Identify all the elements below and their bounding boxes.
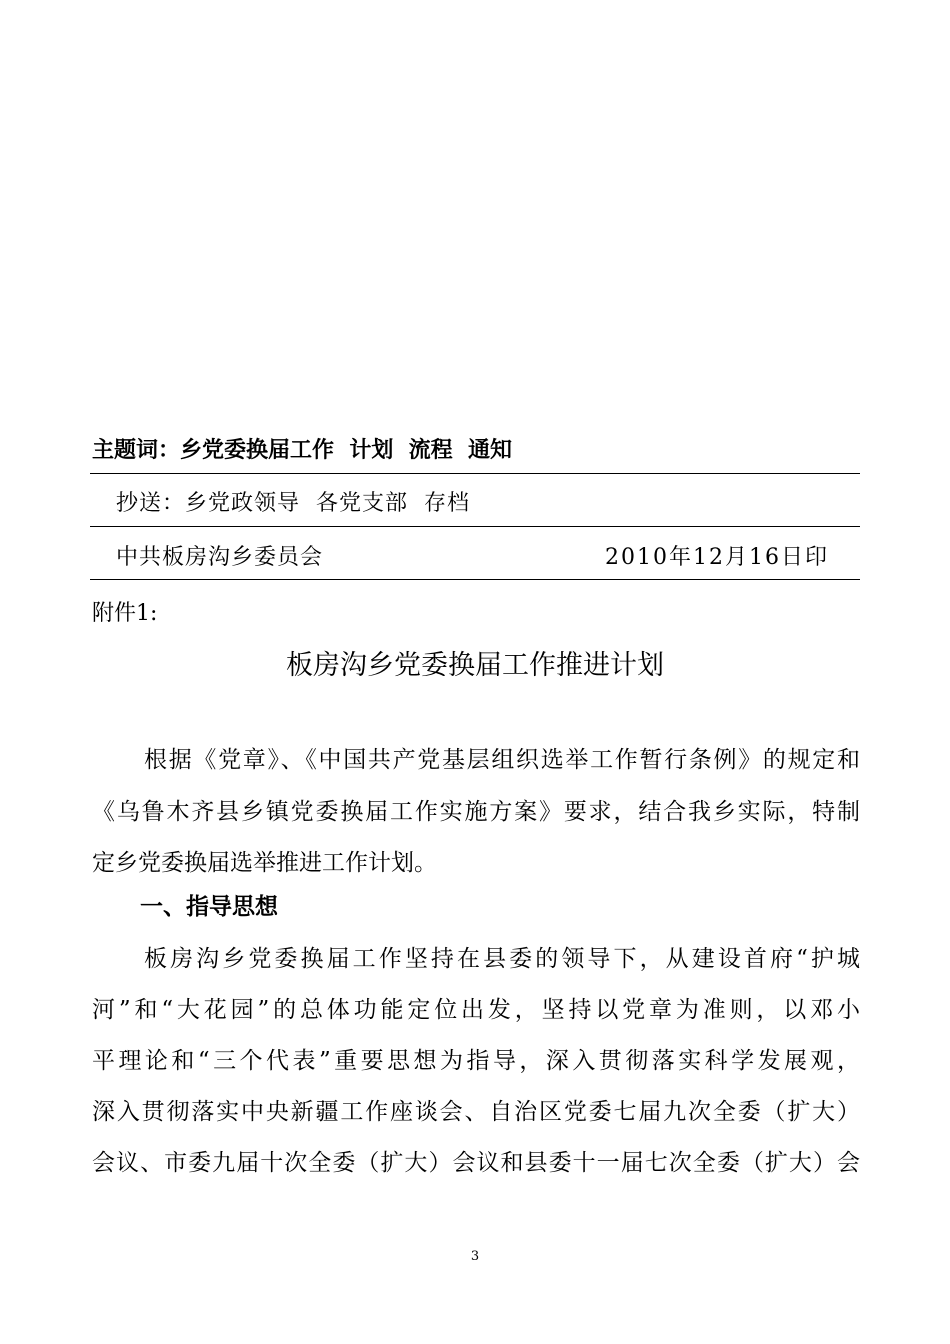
paragraph-line: 平理论和“三个代表”重要思想为指导，深入贯彻落实科学发展观， [92,1048,860,1074]
divider-rule [90,579,860,580]
paragraph-line: 板房沟乡党委换届工作坚持在县委的领导下，从建设首府“护城 [144,946,860,972]
paragraph-line: 定乡党委换届选举推进工作计划。 [92,850,437,876]
cc-recipients: 抄送：乡党政领导 各党支部 存档 [116,491,470,516]
issuer-name: 中共板房沟乡委员会 [116,545,324,570]
paragraph-line: 《乌鲁木齐县乡镇党委换届工作实施方案》要求，结合我乡实际，特制 [92,799,860,825]
section-heading: 一、指导思想 [140,894,278,920]
subject-keywords: 主题词：乡党委换届工作 计划 流程 通知 [92,438,512,463]
attachment-label: 附件1: [92,601,158,626]
paragraph-line: 会议、市委九届十次全委（扩大）会议和县委十一届七次全委（扩大）会 [92,1150,860,1176]
divider-rule [90,526,860,527]
paragraph-line: 深入贯彻落实中央新疆工作座谈会、自治区党委七届九次全委（扩大） [92,1099,860,1125]
page-number: 3 [470,1249,480,1264]
document-title: 板房沟乡党委换届工作推进计划 [286,650,664,681]
print-date: 2010年12月16日印 [605,545,829,570]
divider-rule [90,473,860,474]
paragraph-line: 河”和“大花园”的总体功能定位出发，坚持以党章为准则，以邓小 [92,997,860,1023]
paragraph-line: 根据《党章》、《中国共产党基层组织选举工作暂行条例》的规定和 [144,747,860,773]
